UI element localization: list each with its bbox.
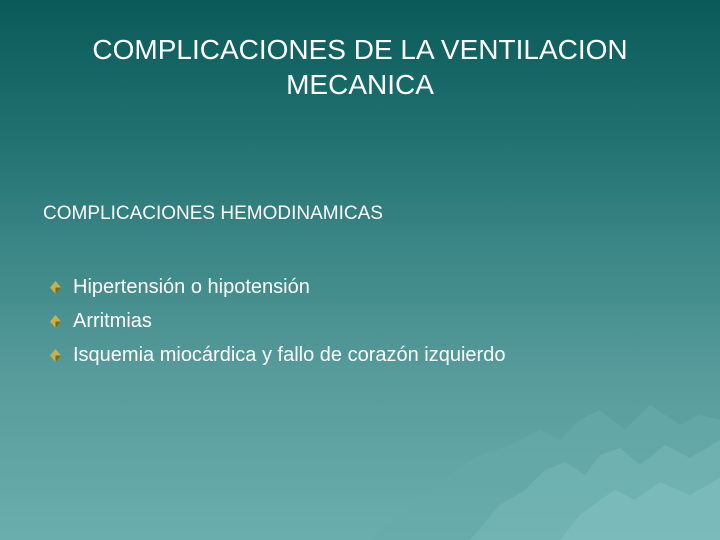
list-item (50, 338, 505, 372)
bullet-text: Isquemia miocárdica y fallo de corazón izquierdo (73, 344, 506, 366)
slide-title (0, 32, 720, 102)
section-heading: COMPLICACIONES HEMODINAMICAS (43, 203, 383, 224)
bullet-list (50, 270, 505, 372)
diamond-bullet-icon (50, 349, 61, 362)
bullet-text: Arritmias (73, 310, 152, 332)
slide-title-line-1: COMPLICACIONES DE LA VENTILACION (92, 34, 628, 65)
list-item (50, 304, 505, 338)
slide-title-line-2: MECANICA (286, 69, 434, 100)
diamond-bullet-icon (50, 281, 61, 294)
list-item (50, 270, 505, 304)
bullet-text: Hipertensión o hipotensión (73, 276, 310, 298)
diamond-bullet-icon (50, 315, 61, 328)
